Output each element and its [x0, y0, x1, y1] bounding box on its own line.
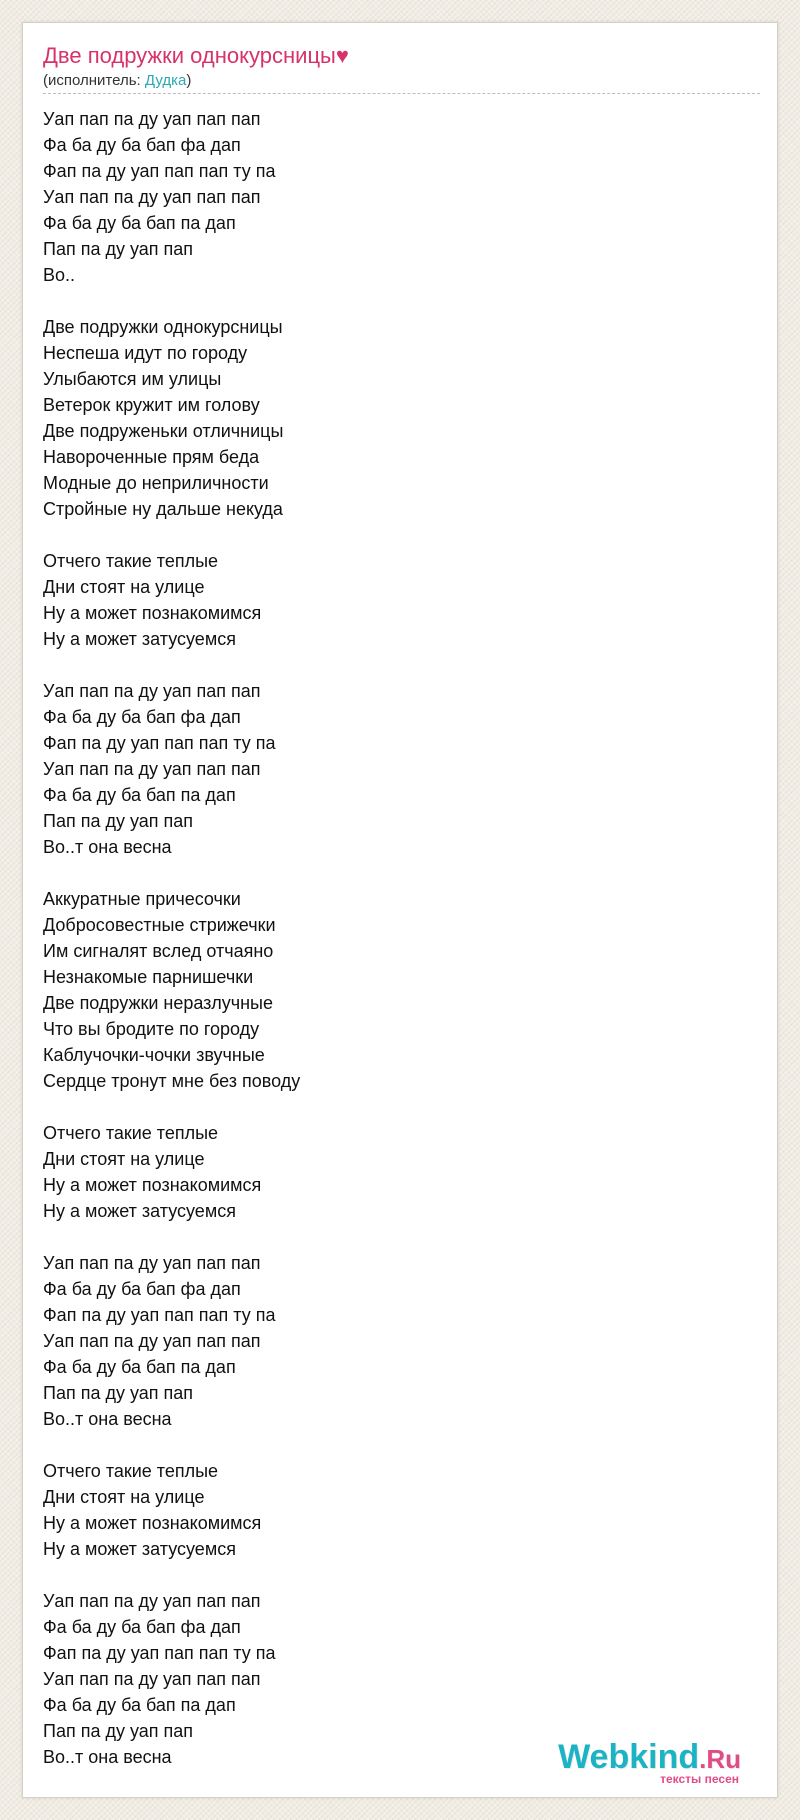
lyric-line: Добросовестные стрижечки: [43, 915, 276, 935]
lyric-line: Фап па ду уап пап пап ту па: [43, 1643, 276, 1663]
lyric-line: Пап па ду уап пап: [43, 239, 194, 259]
lyric-line: Пап па ду уап пап: [43, 1383, 194, 1403]
lyric-line: Стройные ну дальше некуда: [43, 499, 283, 519]
lyric-line: Ну а может познакомимся: [43, 603, 262, 623]
lyric-line: Аккуратные причесочки: [43, 889, 241, 909]
lyric-line: Улыбаются им улицы: [43, 369, 222, 389]
lyric-line: Что вы бродите по городу: [43, 1019, 260, 1039]
artist-prefix: (исполнитель:: [43, 72, 145, 89]
site-watermark[interactable]: [558, 1739, 741, 1785]
lyric-line: Уап пап па ду уап пап пап: [43, 1253, 261, 1273]
lyric-line: Уап пап па ду уап пап пап: [43, 1331, 261, 1351]
title-divider: [43, 93, 760, 94]
artist-link[interactable]: Дудка: [144, 72, 187, 89]
lyric-line: Фа ба ду ба бап па дап: [43, 1357, 236, 1377]
lyric-line: Пап па ду уап пап: [43, 1721, 194, 1741]
lyric-line: Неспеша идут по городу: [43, 343, 248, 363]
lyric-line: Дни стоят на улице: [43, 1149, 205, 1169]
lyric-line: Отчего такие теплые: [43, 1461, 219, 1481]
lyrics-stanza: [43, 314, 743, 522]
watermark-tagline: тексты песен: [660, 1772, 739, 1786]
lyric-line: Модные до неприличности: [43, 473, 269, 493]
lyric-line: Ветерок кружит им голову: [43, 395, 260, 415]
lyrics-stanza: [43, 106, 743, 288]
lyric-line: Ну а может познакомимся: [43, 1513, 262, 1533]
watermark-tld: .Ru: [699, 1744, 741, 1774]
lyric-line: Фап па ду уап пап пап ту па: [43, 1305, 276, 1325]
lyric-line: Во..т она весна: [43, 1409, 172, 1429]
lyric-line: Во..т она весна: [43, 837, 172, 857]
lyric-line: Уап пап па ду уап пап пап: [43, 681, 261, 701]
lyric-line: Навороченные прям беда: [43, 447, 260, 467]
lyric-line: Дни стоят на улице: [43, 1487, 205, 1507]
lyric-line: Фап па ду уап пап пап ту па: [43, 161, 276, 181]
watermark-brand: Webkind: [558, 1738, 700, 1776]
lyric-line: Отчего такие теплые: [43, 1123, 219, 1143]
lyric-line: Уап пап па ду уап пап пап: [43, 187, 261, 207]
lyric-line: Отчего такие теплые: [43, 551, 219, 571]
lyric-line: Им сигналят вслед отчаяно: [43, 941, 274, 961]
lyric-line: Дни стоят на улице: [43, 577, 205, 597]
lyric-line: Уап пап па ду уап пап пап: [43, 1669, 261, 1689]
lyrics-stanza: [43, 1120, 743, 1224]
lyric-line: Две подружки неразлучные: [43, 993, 274, 1013]
lyric-line: Незнакомые парнишечки: [43, 967, 254, 987]
lyric-line: Ну а может познакомимся: [43, 1175, 262, 1195]
lyric-line: Уап пап па ду уап пап пап: [43, 109, 261, 129]
lyrics-stanza: [43, 1250, 743, 1432]
lyric-line: Сердце тронут мне без поводу: [43, 1071, 301, 1091]
lyric-line: Фа ба ду ба бап фа дап: [43, 707, 241, 727]
lyric-line: Две подруженьки отличницы: [43, 421, 284, 441]
lyric-line: Фа ба ду ба бап фа дап: [43, 135, 241, 155]
lyrics-stanza: [43, 548, 743, 652]
lyric-line: Фа ба ду ба бап па дап: [43, 213, 236, 233]
lyrics-stanza: [43, 678, 743, 860]
artist-line: [43, 72, 191, 90]
lyrics-body: [43, 106, 743, 1796]
lyric-line: Уап пап па ду уап пап пап: [43, 1591, 261, 1611]
lyric-line: Пап па ду уап пап: [43, 811, 194, 831]
artist-suffix: ): [186, 72, 192, 89]
lyric-line: Уап пап па ду уап пап пап: [43, 759, 261, 779]
lyric-line: Во..т она весна: [43, 1747, 172, 1767]
lyric-line: Две подружки однокурсницы: [43, 317, 283, 337]
lyric-line: Ну а может затусуемся: [43, 1201, 236, 1221]
lyric-line: Ну а может затусуемся: [43, 629, 236, 649]
lyric-line: Фа ба ду ба бап фа дап: [43, 1279, 241, 1299]
lyric-line: Ну а может затусуемся: [43, 1539, 236, 1559]
lyrics-card: [22, 22, 778, 1798]
lyric-line: Фа ба ду ба бап фа дап: [43, 1617, 241, 1637]
lyric-line: Каблучочки-чочки звучные: [43, 1045, 265, 1065]
lyric-line: Фап па ду уап пап пап ту па: [43, 733, 276, 753]
lyric-line: Фа ба ду ба бап па дап: [43, 785, 236, 805]
lyrics-stanza: [43, 1458, 743, 1562]
song-title: Две подружки однокурсницы♥: [43, 43, 349, 68]
lyrics-stanza: [43, 886, 743, 1094]
lyric-line: Фа ба ду ба бап па дап: [43, 1695, 236, 1715]
lyric-line: Во..: [43, 265, 76, 285]
